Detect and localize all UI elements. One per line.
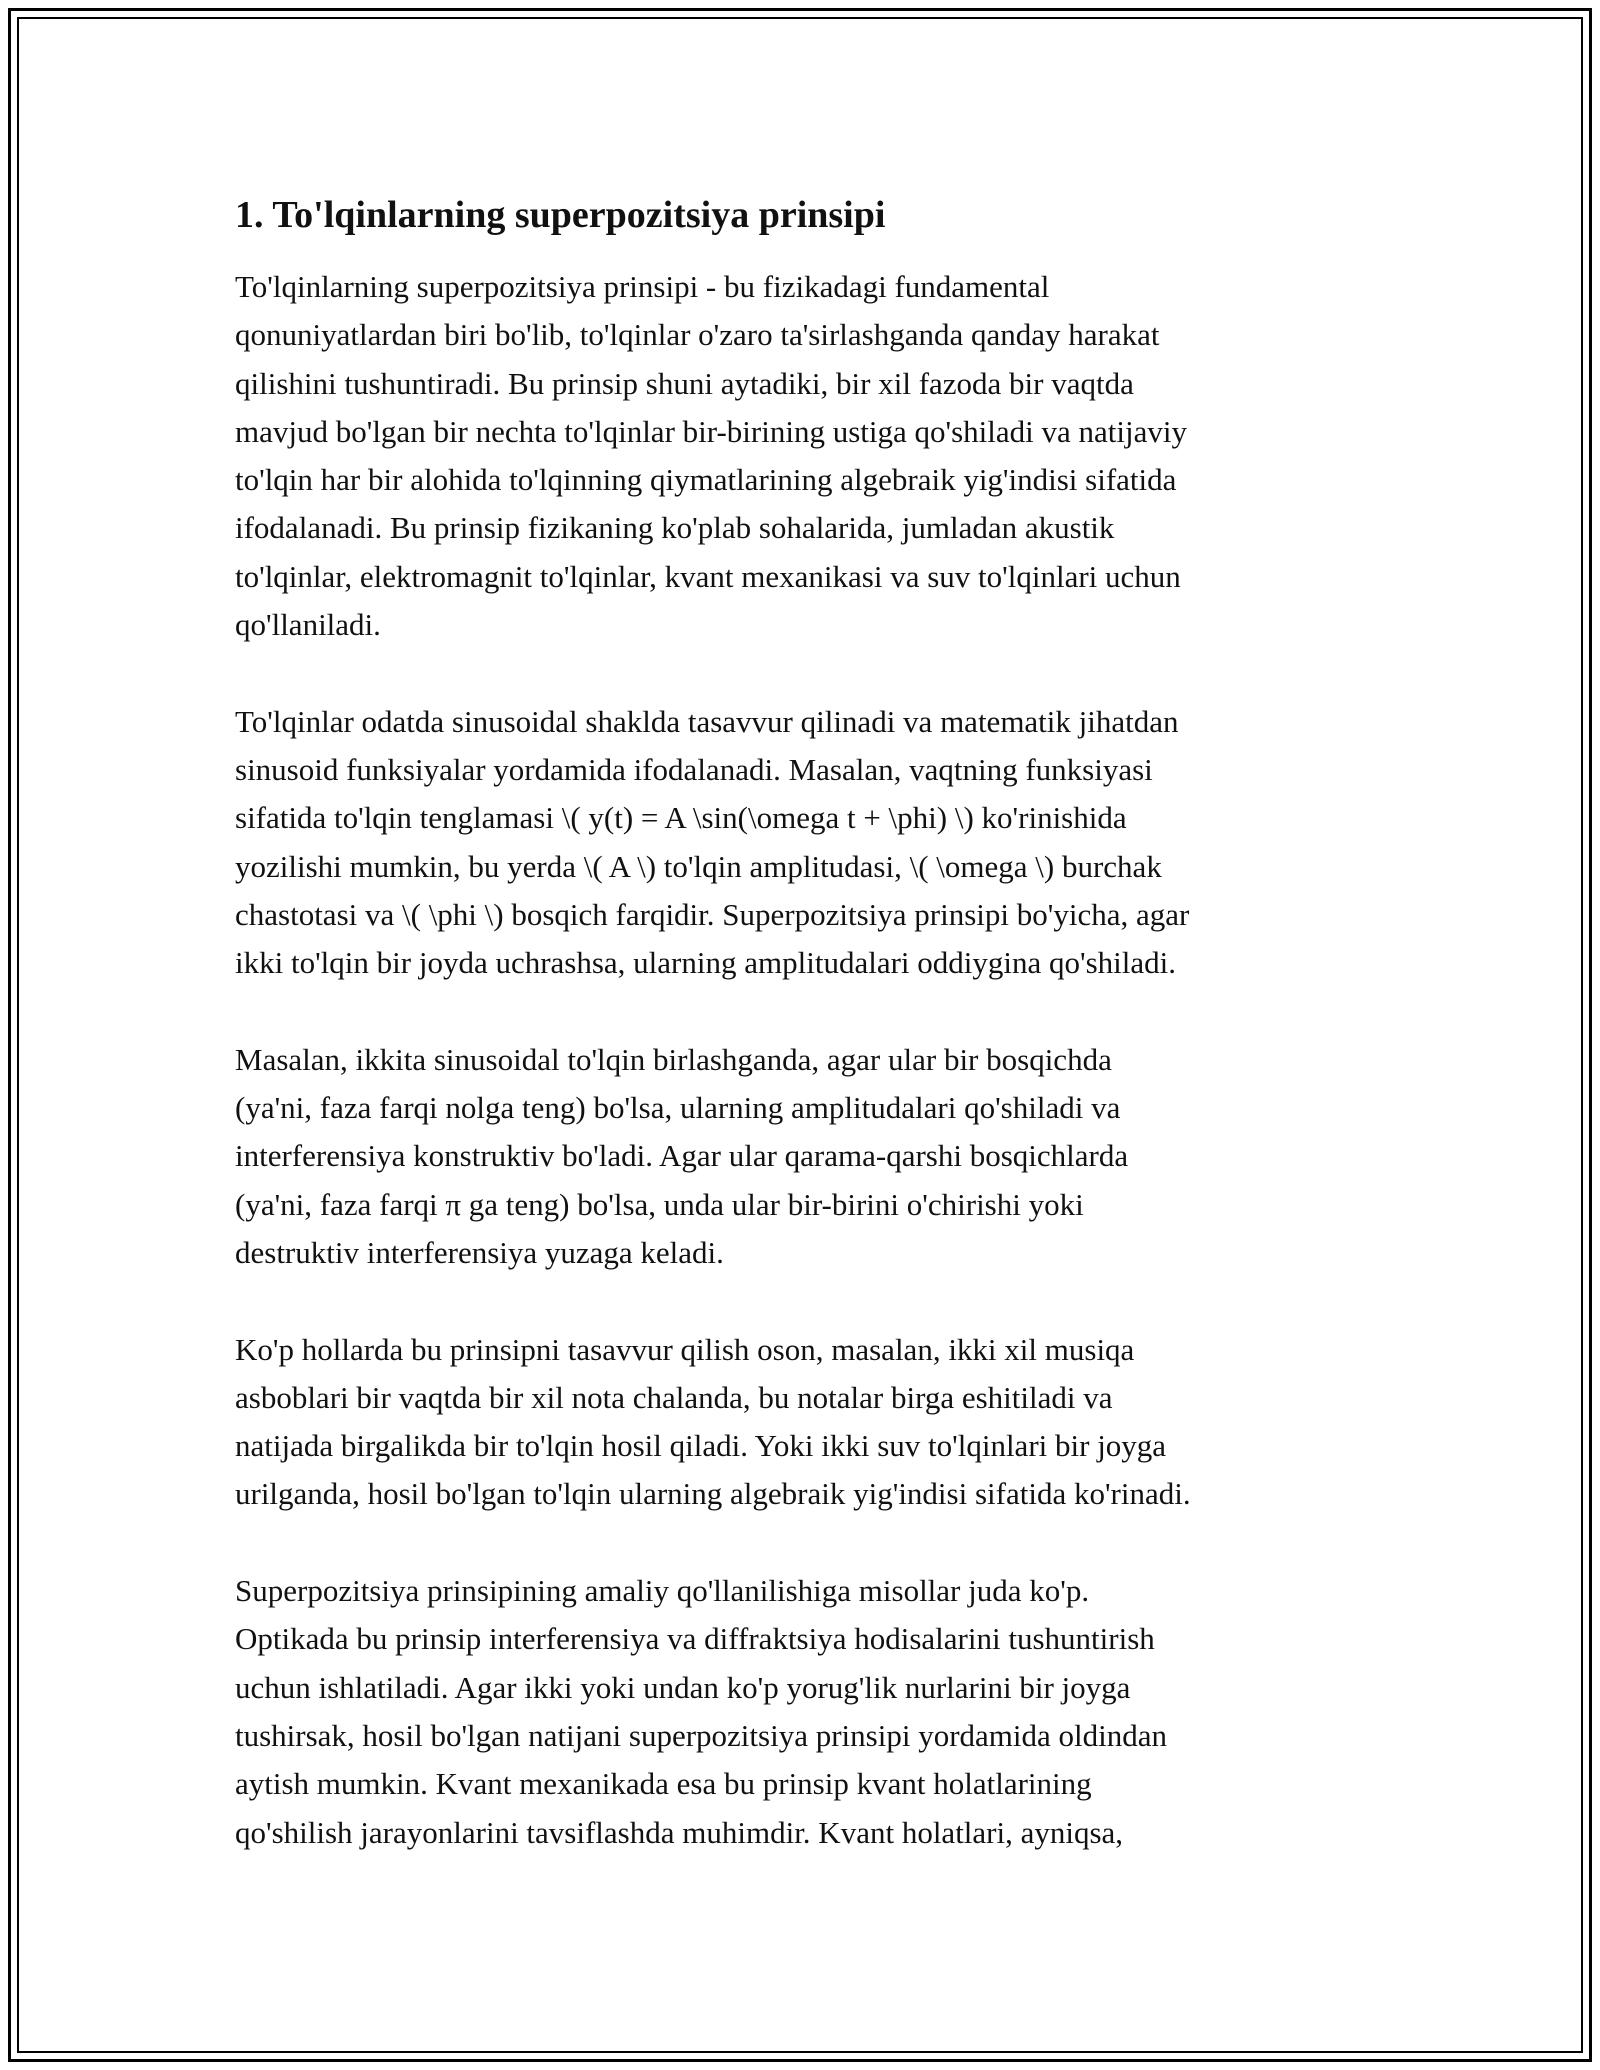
paragraph-4: Ko'p hollarda bu prinsipni tasavvur qilish oson, masalan, ikki xil musiqa asboblari bir vaqtda bir xil nota chalanda, bu notalar birga eshitiladi va natijada birgalikda bir to'lqin hosil qiladi. Yoki ikki suv to'lqinlari bir joyga urilganda, hosil bo'lgan to'lqin ularning algebraik yig'indisi sifatida ko'rinadi. <box>235 1331 1191 1512</box>
document-body <box>235 185 1385 1905</box>
paragraph-3: Masalan, ikkita sinusoidal to'lqin birlashganda, agar ular bir bosqichda (ya'ni, faza farqi nolga teng) bo'lsa, ularning amplitudalari qo'shiladi va interferensiya konstruktiv bo'ladi. Agar ular qarama-qarshi bosqichlarda (ya'ni, faza farqi π ga teng) bo'lsa, unda ular bir-birini o'chirishi yoki destruktiv interferensiya yuzaga keladi. <box>235 1041 1129 1270</box>
paragraph-5: Superpozitsiya prinsipining amaliy qo'llanilishiga misollar juda ko'p. Optikada bu prinsip interferensiya va diffraktsiya hodisalarini tushuntirish uchun ishlatiladi. Agar ikki yoki undan ko'p yorug'lik nurlarini bir joyga tushirsak, hosil bo'lgan natijani superpozitsiya prinsipi yordamida oldindan aytish mumkin. Kvant mexanikada esa bu prinsip kvant holatlarining qo'shilish jarayonlarini tavsiflashda muhimdir. Kvant holatlari, ayniqsa, <box>235 1573 1167 1850</box>
paragraph-1: To'lqinlarning superpozitsiya prinsipi - bu fizikadagi fundamental qonuniyatlardan biri bo'lib, to'lqinlar o'zaro ta'sirlashganda qanday harakat qilishini tushuntiradi. Bu prinsip shuni aytadiki, bir xil fazoda bir vaqtda mavjud bo'lgan bir nechta to'lqinlar bir-birining ustiga qo'shiladi va natijaviy to'lqin har bir alohida to'lqinning qiymatlarining algebraik yig'indisi sifatida ifodalanadi. Bu prinsip fizikaning ko'plab sohalarida, jumladan akustik to'lqinlar, elektromagnit to'lqinlar, kvant mexanikasi va suv to'lqinlari uchun qo'llaniladi. <box>235 269 1187 643</box>
section-title: 1. To'lqinlarning superpozitsiya prinsipi <box>235 194 886 236</box>
paragraph-2: To'lqinlar odatda sinusoidal shaklda tasavvur qilinadi va matematik jihatdan sinusoid funksiyalar yordamida ifodalanadi. Masalan, vaqtning funksiyasi sifatida to'lqin tenglamasi \( y(t) = A \sin(\omega t + \phi) \) ko'rinishida yozilishi mumkin, bu yerda \( A \) to'lqin amplitudasi, \( \omega \) burchak chastotasi va \( \phi \) bosqich farqidir. Superpozitsiya prinsipi bo'yicha, agar ikki to'lqin bir joyda uchrashsa, ularning amplitudalari oddiygina qo'shiladi. <box>235 703 1190 981</box>
